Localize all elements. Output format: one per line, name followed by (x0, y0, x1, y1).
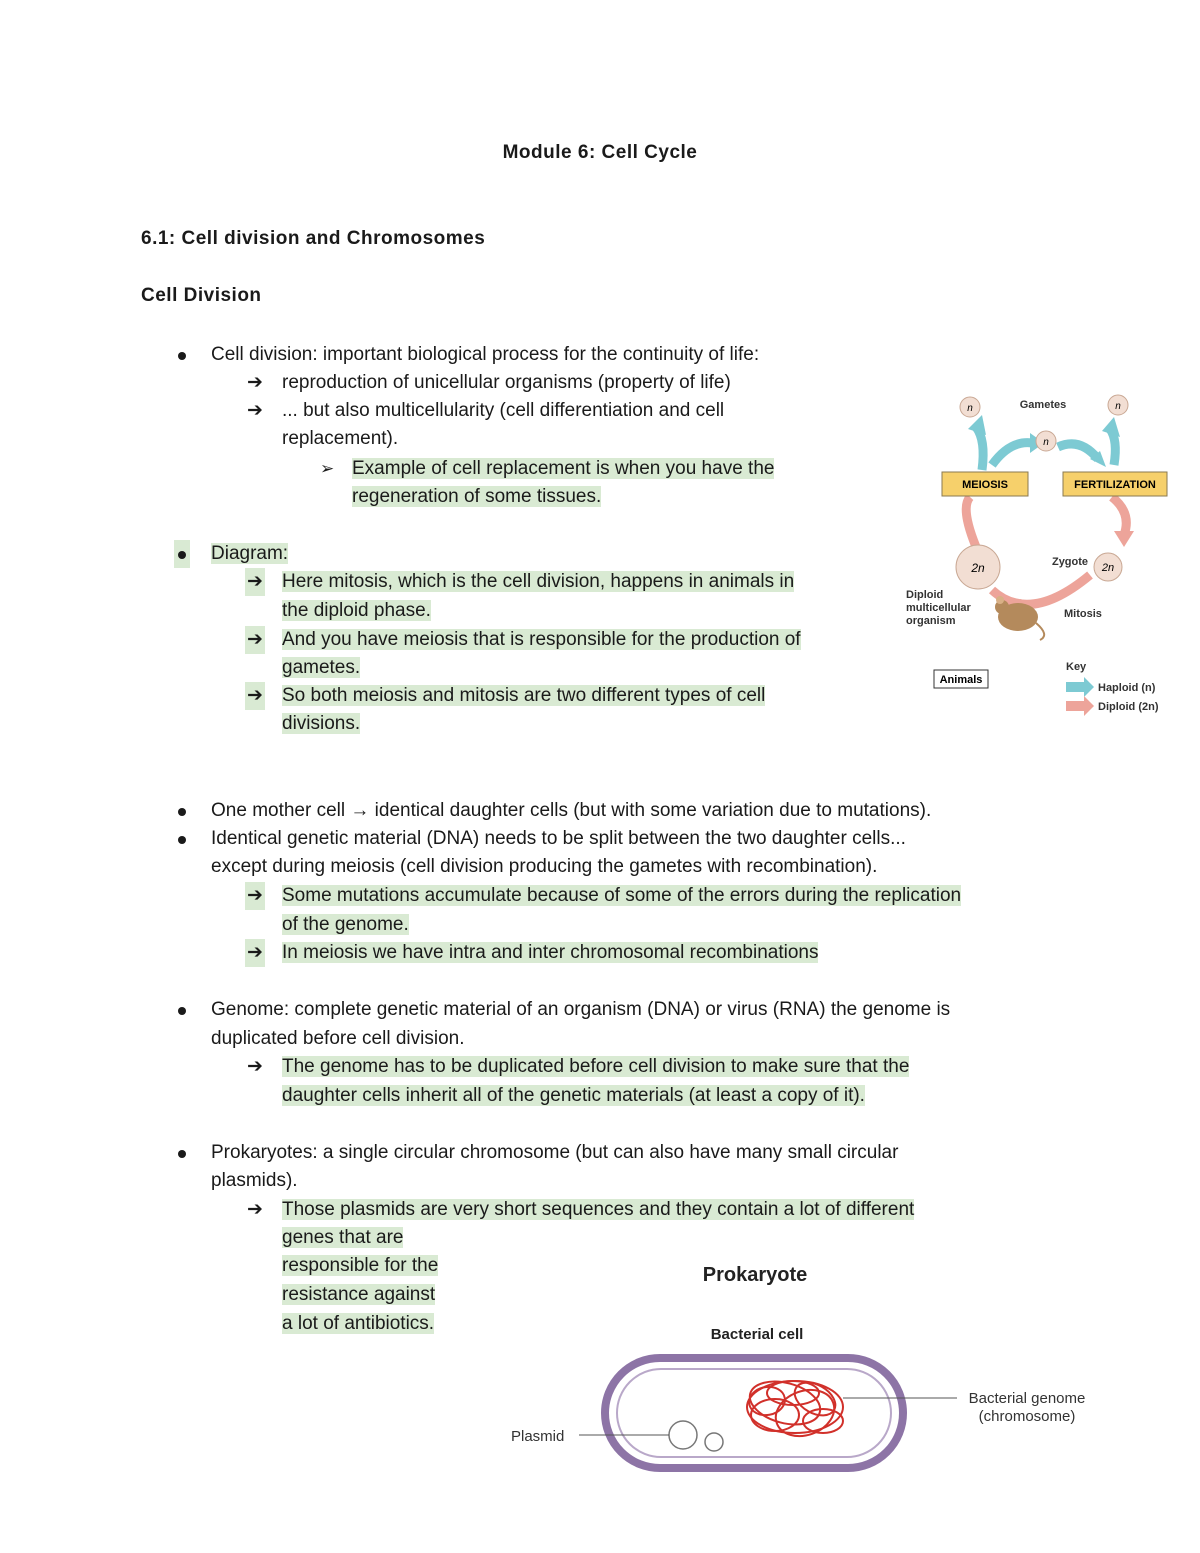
haploid-arrow (992, 443, 1032, 465)
animal-life-cycle-diagram (900, 385, 1180, 725)
highlighted-text: So both meiosis and mitosis are two different types of cell (282, 685, 766, 706)
bullet-icon (178, 836, 186, 844)
prokaryote-diagram (505, 1255, 1105, 1475)
arrow-icon: ➔ (247, 571, 263, 592)
diploid-cycle-arrow (992, 575, 1090, 604)
list-item: Cell division: important biological process for the continuity of life: (211, 344, 760, 365)
arrow-icon: ➔ (247, 629, 263, 650)
arrow-icon: ➔ (247, 1056, 263, 1077)
bullet-icon (178, 1150, 186, 1158)
haploid-symbol: n (967, 403, 973, 414)
highlighted-text: The genome has to be duplicated before cell division to make sure that the (282, 1056, 910, 1077)
mitosis-label: Mitosis (1064, 608, 1102, 620)
haploid-arrow (1058, 444, 1098, 459)
bacterial-genome-label: Bacterial genome (968, 1390, 1086, 1407)
zygote-label: Zygote (1051, 556, 1089, 568)
list-item: Identical genetic material (DNA) needs to be split between the two daughter cells... (211, 828, 906, 849)
page-title: Module 6: Cell Cycle (502, 142, 698, 163)
list-item-continuation: except during meiosis (cell division producing the gametes with recombination). (211, 856, 878, 877)
highlighted-text: Some mutations accumulate because of some of the errors during the replication (282, 885, 962, 906)
arrow-icon: ➔ (247, 685, 263, 706)
highlighted-text: genes that are (282, 1227, 404, 1248)
highlighted-text: And you have meiosis that is responsible for the production of (282, 629, 801, 650)
meiosis-label: MEIOSIS (962, 479, 1008, 491)
section-heading: 6.1: Cell division and Chromosomes (141, 228, 486, 249)
prokaryote-title: Prokaryote (702, 1264, 808, 1286)
list-item-continuation: replacement). (282, 428, 399, 449)
bacterial-genome-label: (chromosome) (978, 1408, 1076, 1425)
subsection-heading: Cell Division (141, 285, 262, 306)
list-item: Genome: complete genetic material of an organism (DNA) or virus (RNA) the genome is (211, 999, 951, 1020)
diploid-cycle-arrow (1112, 497, 1126, 535)
list-item: ... but also multicellularity (cell differentiation and cell (282, 400, 725, 421)
highlighted-text: of the genome. (282, 914, 409, 935)
gametes-label: Gametes (1019, 399, 1067, 411)
highlighted-text: resistance against (282, 1284, 436, 1305)
diploid-organism-label: multicellular (906, 602, 971, 614)
haploid-arrowhead (1102, 417, 1120, 437)
diploid-organism-label: Diploid (906, 589, 944, 601)
diploid-symbol: 2n (971, 561, 985, 575)
list-item: Prokaryotes: a single circular chromosome (but can also have many small circular (211, 1142, 899, 1163)
highlighted-text: Those plasmids are very short sequences and they contain a lot of different (282, 1199, 915, 1220)
haploid-symbol: n (1043, 437, 1049, 448)
diploid-arrowhead (1114, 531, 1134, 547)
haploid-arrowhead (968, 415, 986, 435)
diploid-symbol: 2n (1101, 562, 1115, 574)
chevron-bullet-icon: ➢ (320, 459, 335, 478)
highlighted-text: Here mitosis, which is the cell division, happens in animals in (282, 571, 795, 592)
bullet-icon (178, 1007, 186, 1015)
diploid-key-label: Diploid (2n) (1098, 701, 1159, 713)
list-item: One mother cell → identical daughter cells (but with some variation due to mutations). (211, 800, 932, 821)
key-title: Key (1066, 661, 1087, 673)
highlighted-text: responsible for the (282, 1255, 439, 1276)
haploid-symbol: n (1115, 401, 1121, 412)
highlighted-text: the diploid phase. (282, 600, 431, 621)
list-item-continuation: duplicated before cell division. (211, 1028, 465, 1049)
arrow-icon: ➔ (247, 1199, 263, 1220)
bacterial-cell-membrane (617, 1369, 891, 1457)
bacterial-cell-title: Bacterial cell (710, 1326, 804, 1343)
arrow-icon: ➔ (247, 942, 263, 963)
diploid-key-arrow (1066, 696, 1094, 716)
diploid-organism-label: organism (906, 615, 956, 627)
bullet-icon (178, 352, 186, 360)
list-item: reproduction of unicellular organisms (property of life) (282, 372, 731, 393)
plasmid-label: Plasmid (511, 1428, 565, 1445)
highlighted-text: Example of cell replacement is when you have the (352, 458, 775, 479)
arrow-icon: ➔ (247, 372, 263, 393)
highlighted-text: divisions. (282, 713, 361, 734)
highlighted-text: daughter cells inherit all of the genetic materials (at least a copy of it). (282, 1085, 865, 1106)
animals-label: Animals (939, 674, 983, 686)
bullet-icon (178, 808, 186, 816)
arrow-icon: ➔ (247, 400, 263, 421)
haploid-key-label: Haploid (n) (1098, 682, 1156, 694)
highlighted-text: gametes. (282, 657, 361, 678)
highlighted-text: In meiosis we have intra and inter chromosomal recombinations (282, 942, 819, 963)
fertilization-label: FERTILIZATION (1074, 479, 1156, 491)
highlighted-text: Diagram: (211, 543, 289, 564)
list-item-continuation: plasmids). (211, 1170, 298, 1191)
highlighted-text: a lot of antibiotics. (282, 1313, 435, 1334)
haploid-key-arrow (1066, 677, 1094, 697)
bullet-icon (178, 551, 186, 559)
highlighted-text: regeneration of some tissues. (352, 486, 602, 507)
arrow-icon: ➔ (247, 885, 263, 906)
